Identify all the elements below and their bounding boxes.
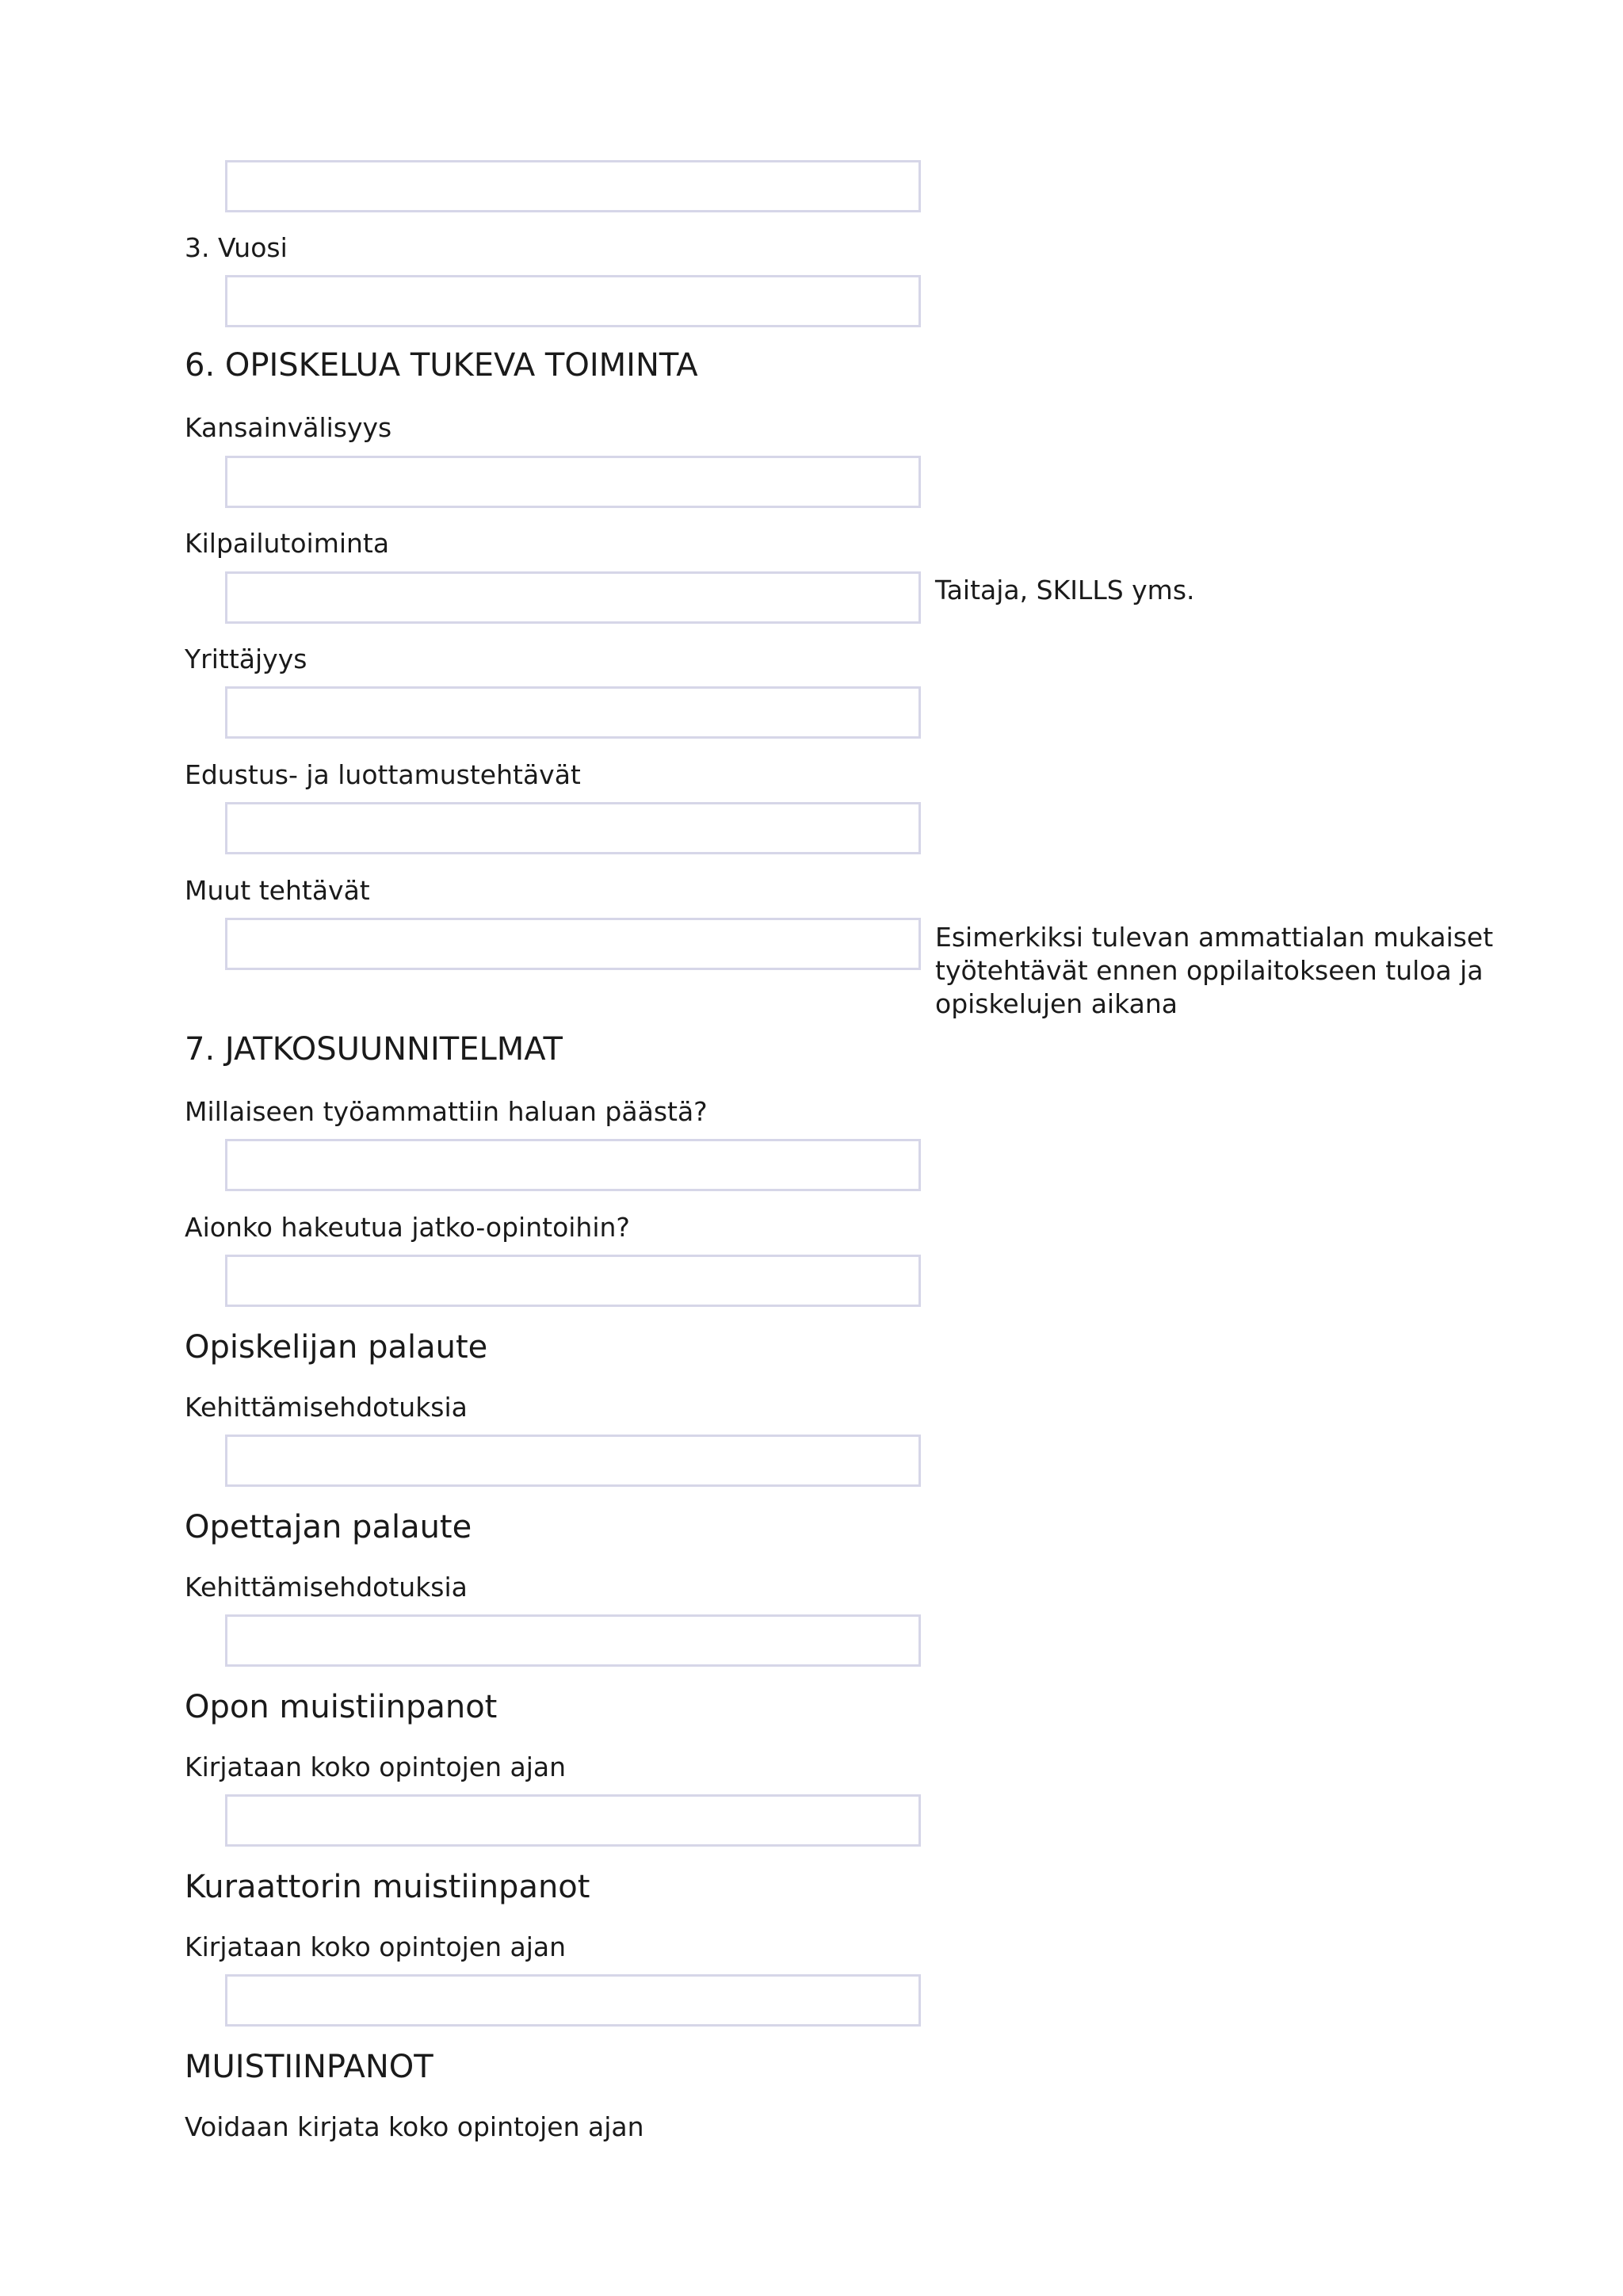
muut-tehtavat-label: Muut tehtävät	[185, 875, 370, 906]
note-line: Esimerkiksi tulevan ammattialan mukaiset	[935, 922, 1494, 953]
muut-tehtavat-field[interactable]	[225, 918, 921, 970]
opon-muistiinpanot-field[interactable]	[225, 1794, 921, 1847]
kilpailutoiminta-field[interactable]	[225, 571, 921, 624]
jatko-opinnot-label: Aionko hakeutua jatko-opintoihin?	[185, 1212, 630, 1243]
kuraattorin-muistiinpanot-field[interactable]	[225, 1974, 921, 2027]
year3-label: 3. Vuosi	[185, 232, 288, 263]
jatko-opinnot-field[interactable]	[225, 1255, 921, 1307]
section6-heading: 6. OPISKELUA TUKEVA TOIMINTA	[185, 347, 698, 384]
note-line: työtehtävät ennen oppilaitokseen tuloa ja	[935, 955, 1484, 986]
opettajan-palaute-heading: Opettajan palaute	[185, 1509, 472, 1545]
edustus-field[interactable]	[225, 802, 921, 854]
muistiinpanot-heading: MUISTIINPANOT	[185, 2049, 433, 2085]
kansainvalisyys-label: Kansainvälisyys	[185, 412, 392, 443]
kilpailutoiminta-label: Kilpailutoiminta	[185, 528, 390, 559]
opiskelijan-palaute-heading: Opiskelijan palaute	[185, 1329, 488, 1366]
opettajan-palaute-label: Kehittämisehdotuksia	[185, 1572, 468, 1603]
kansainvalisyys-field[interactable]	[225, 456, 921, 508]
year2-field[interactable]	[225, 160, 921, 212]
ammatti-label: Millaiseen työammattiin haluan päästä?	[185, 1096, 708, 1127]
muut-tehtavat-note	[935, 921, 1494, 1021]
yrittajyys-label: Yrittäjyys	[185, 644, 307, 674]
muistiinpanot-label: Voidaan kirjata koko opintojen ajan	[185, 2111, 644, 2142]
yrittajyys-field[interactable]	[225, 686, 921, 739]
kuraattorin-muistiinpanot-heading: Kuraattorin muistiinpanot	[185, 1869, 590, 1905]
opettajan-palaute-field[interactable]	[225, 1614, 921, 1667]
opiskelijan-palaute-label: Kehittämisehdotuksia	[185, 1392, 468, 1423]
section7-heading: 7. JATKOSUUNNITELMAT	[185, 1031, 563, 1068]
kuraattorin-muistiinpanot-label: Kirjataan koko opintojen ajan	[185, 1931, 567, 1962]
note-line: opiskelujen aikana	[935, 988, 1178, 1019]
opon-muistiinpanot-heading: Opon muistiinpanot	[185, 1689, 498, 1725]
opiskelijan-palaute-field[interactable]	[225, 1435, 921, 1487]
year3-field[interactable]	[225, 275, 921, 327]
kilpailutoiminta-note: Taitaja, SKILLS yms.	[935, 575, 1195, 606]
ammatti-field[interactable]	[225, 1139, 921, 1191]
opon-muistiinpanot-label: Kirjataan koko opintojen ajan	[185, 1752, 567, 1782]
edustus-label: Edustus- ja luottamustehtävät	[185, 759, 581, 790]
